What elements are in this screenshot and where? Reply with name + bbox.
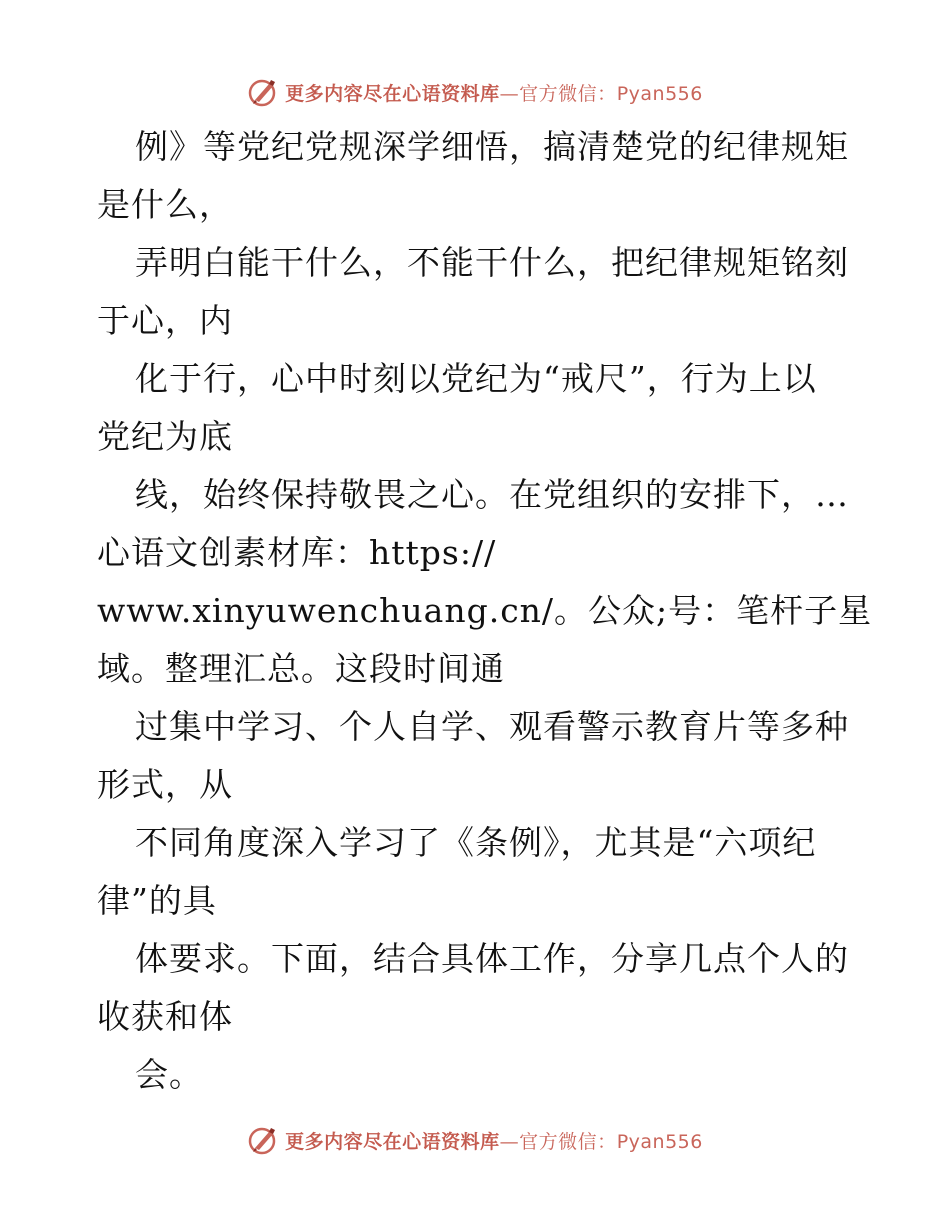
text-line: 律”的具	[97, 881, 217, 920]
pen-logo-icon	[247, 76, 279, 108]
text-line: www.xinyuwenchuang.cn/。公众;号：笔杆子星	[97, 591, 873, 630]
text-line: 例》等党纪党规深学细悟，搞清楚党的纪律规矩	[135, 127, 849, 166]
text-line: 体要求。下面，结合具体工作，分享几点个人的	[135, 939, 849, 978]
text-line: 心语文创素材库：https://	[97, 533, 497, 572]
banner-wechat-id: Pyan556	[616, 82, 703, 105]
banner-text	[285, 79, 703, 106]
header-banner	[0, 72, 950, 112]
banner-wechat-id: Pyan556	[616, 1130, 703, 1153]
banner-brand: 更多内容尽在心语资料库	[285, 82, 500, 105]
banner-wechat-label: 官方微信：	[519, 1130, 617, 1153]
text-line: 过集中学习、个人自学、观看警示教育片等多种	[135, 707, 849, 746]
banner-separator: —	[499, 1130, 520, 1153]
text-line: 形式，从	[97, 765, 233, 804]
text-line: 域。整理汇总。这段时间通	[97, 649, 505, 688]
banner-brand: 更多内容尽在心语资料库	[285, 1130, 500, 1153]
pen-logo-icon	[247, 1124, 279, 1156]
banner-separator: —	[499, 82, 520, 105]
footer-banner	[0, 1120, 950, 1160]
text-line: 不同角度深入学习了《条例》，尤其是“六项纪	[135, 823, 817, 862]
text-line: 化于行，心中时刻以党纪为“戒尺”，行为上以	[135, 359, 817, 398]
text-line: 会。	[135, 1055, 203, 1094]
banner-wechat-label: 官方微信：	[519, 82, 617, 105]
text-line: 党纪为底	[97, 417, 233, 456]
document-body	[97, 118, 873, 1104]
text-line: 是什么，	[97, 185, 233, 224]
text-line: 收获和体	[97, 997, 233, 1036]
banner-text	[285, 1127, 703, 1154]
text-line: 弄明白能干什么，不能干什么，把纪律规矩铭刻	[135, 243, 849, 282]
text-line: 线，始终保持敬畏之心。在党组织的安排下，…	[135, 475, 849, 514]
text-line: 于心，内	[97, 301, 233, 340]
